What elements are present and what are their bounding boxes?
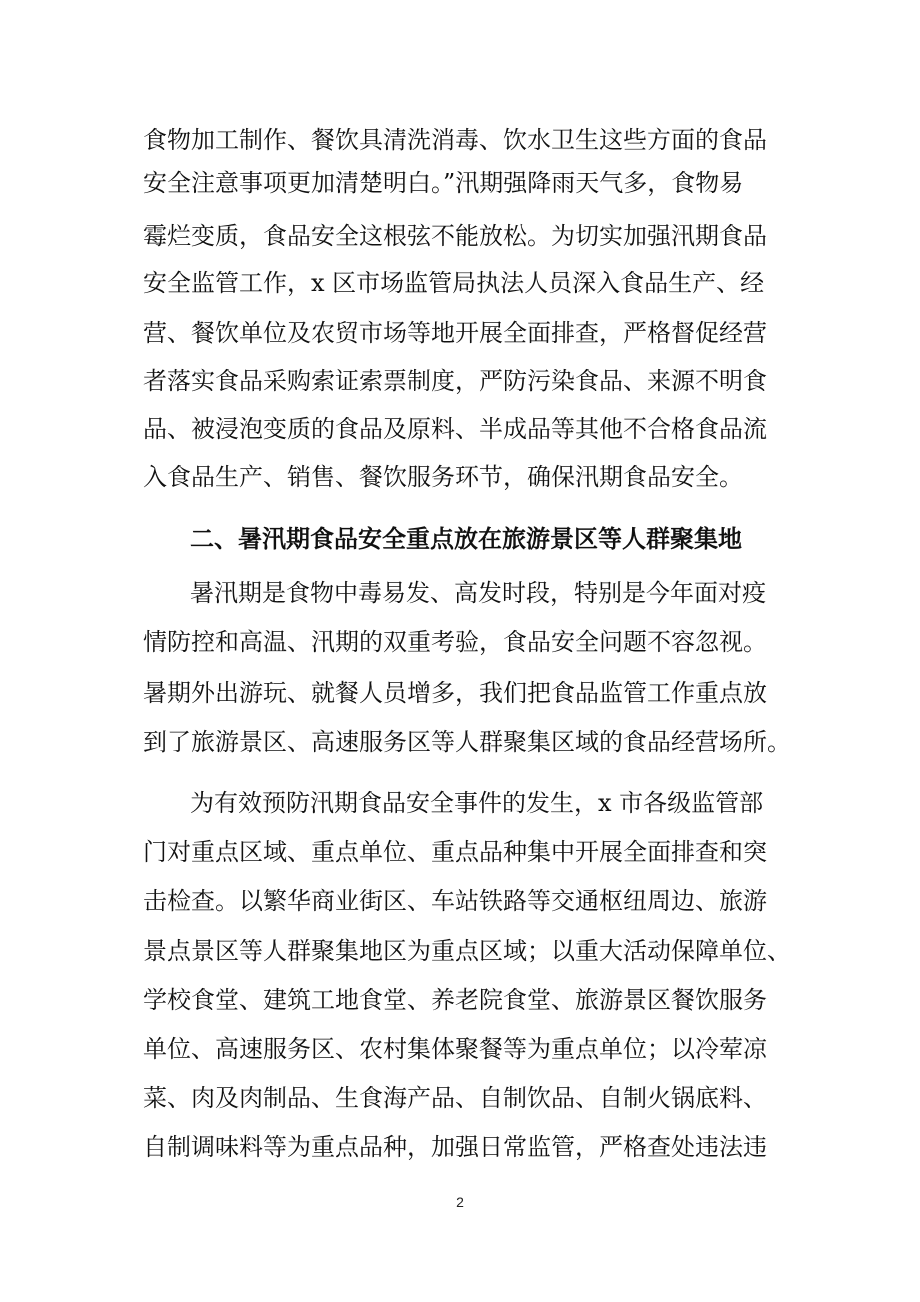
- body-line-13: 到了旅游景区、高速服务区等人群聚集区域的食品经营场所。: [143, 728, 791, 756]
- body-line-15: 门对重点区域、重点单位、重点品种集中开展全面排查和突: [143, 838, 767, 866]
- body-line-8: 入食品生产、销售、餐饮服务环节，确保汛期食品安全。: [143, 463, 743, 491]
- body-line-20: 菜、肉及肉制品、生食海产品、自制饮品、自制火锅底料、: [143, 1084, 767, 1112]
- body-line-2: 安全注意事项更加清楚明白。”汛期强降雨天气多，食物易: [143, 169, 744, 197]
- page-number: 2: [456, 1194, 464, 1210]
- body-line-17: 景点景区等人群聚集地区为重点区域；以重大活动保障单位、: [143, 937, 791, 965]
- body-line-3: 霉烂变质，食品安全这根弦不能放松。为切实加强汛期食品: [143, 222, 767, 250]
- body-line-4: 安全监管工作，x 区市场监管局执法人员深入食品生产、经: [143, 269, 765, 297]
- body-line-7: 品、被浸泡变质的食品及原料、半成品等其他不合格食品流: [143, 415, 767, 443]
- body-line-18: 学校食堂、建筑工地食堂、养老院食堂、旅游景区餐饮服务: [143, 986, 767, 1014]
- body-line-19: 单位、高速服务区、农村集体聚餐等为重点单位；以冷荤凉: [143, 1035, 767, 1063]
- body-line-6: 者落实食品采购索证索票制度，严防污染食品、来源不明食: [143, 367, 767, 395]
- body-line-21: 自制调味料等为重点品种，加强日常监管，严格查处违法违: [143, 1133, 767, 1161]
- body-line-1: 食物加工制作、餐饮具清洗消毒、饮水卫生这些方面的食品: [143, 126, 767, 154]
- body-line-5: 营、餐饮单位及农贸市场等地开展全面排查，严格督促经营: [143, 319, 767, 347]
- body-line-14: 为有效预防汛期食品安全事件的发生，x 市各级监管部: [190, 789, 764, 817]
- section-heading: 二、暑汛期食品安全重点放在旅游景区等人群聚集地: [190, 524, 742, 553]
- body-line-10: 暑汛期是食物中毒易发、高发时段，特别是今年面对疫: [190, 579, 766, 607]
- body-line-16: 击检查。以繁华商业街区、车站铁路等交通枢纽周边、旅游: [143, 887, 767, 915]
- body-line-11: 情防控和高温、汛期的双重考验，食品安全问题不容忽视。: [143, 628, 767, 656]
- body-line-12: 暑期外出游玩、就餐人员增多，我们把食品监管工作重点放: [143, 679, 767, 707]
